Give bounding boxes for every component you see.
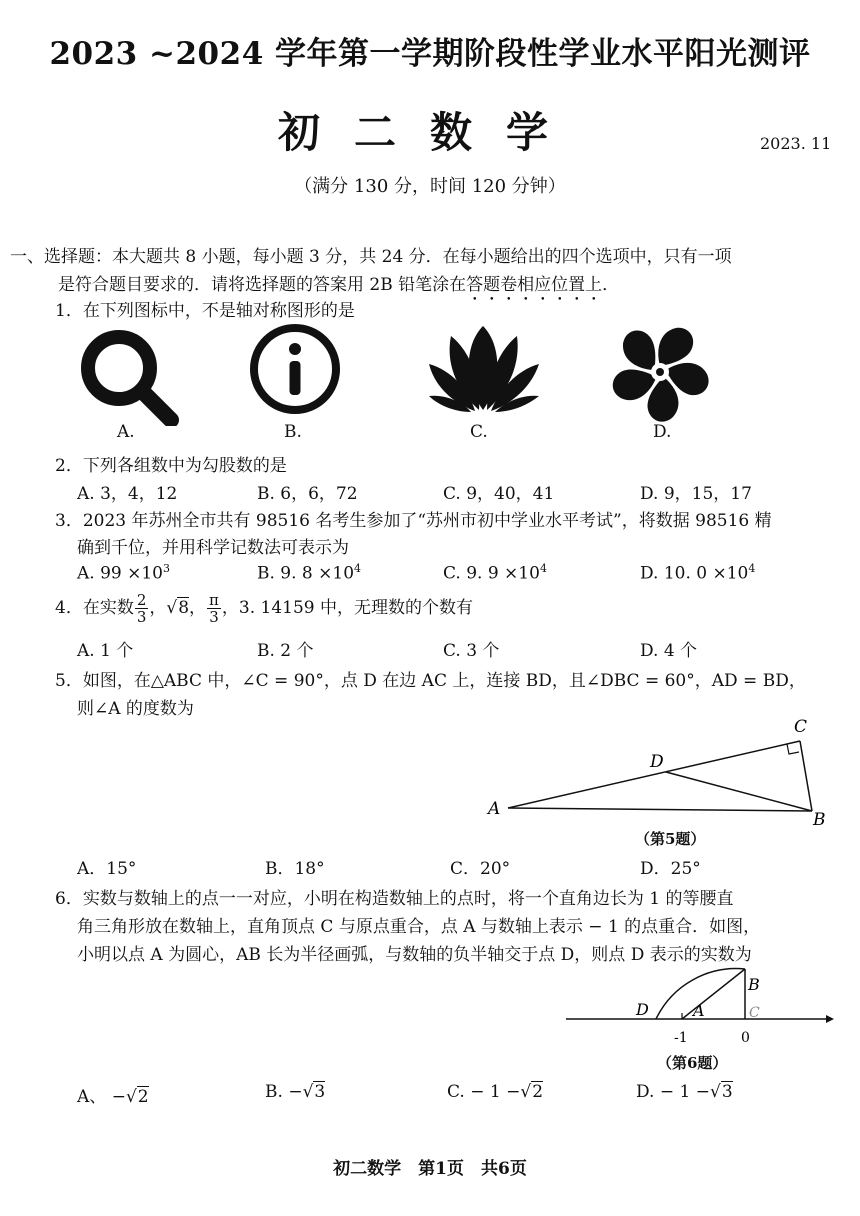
q1-label-d: D. [653, 422, 672, 442]
point-label-d: D [636, 1000, 649, 1019]
q6-option-c-letter: C. [447, 1082, 465, 1102]
q3-option-a [77, 562, 170, 584]
q4-sep2: ， [189, 598, 207, 618]
segment-cb [800, 741, 812, 811]
q4-frac2-denominator: 3 [209, 608, 219, 626]
q4-frac1-denominator: 3 [136, 608, 147, 626]
q6-option-a-rad: 2 [137, 1087, 149, 1107]
point-label-a: A [488, 799, 501, 819]
q2-stem: 2．下列各组数中为勾股数的是 [55, 456, 287, 476]
number-line-arrow [826, 1015, 834, 1023]
q6-option-d-pre: − 1 − [659, 1082, 710, 1102]
q6-stem-line3: 小明以点 A 为圆心，AB 长为半径画弧，与数轴的负半轴交于点 D，则点 D 表示的实数为 [77, 945, 752, 965]
q6-option-b-letter: B. [265, 1082, 283, 1102]
fan-petals-icon [425, 322, 543, 414]
q6-option-a-pre: − [111, 1087, 126, 1107]
q6-option-c-rad: 2 [532, 1082, 544, 1102]
q5-option-d: D．25° [640, 859, 701, 879]
section-intro-line1: 一、选择题：本大题共 8 小题，每小题 3 分，共 24 分．在每小题给出的四个选项中，只有一项 [10, 247, 732, 267]
q4-frac2-numerator: π [209, 591, 219, 609]
segment-ab [682, 969, 745, 1019]
point-label-b: B [748, 975, 760, 994]
q3-option-b-exp: 4 [354, 562, 362, 575]
q3-option-b-base: B. 9. 8 ×10 [257, 563, 355, 584]
q4-stem-suffix: ，3. 14159 中，无理数的个数有 [221, 598, 474, 618]
point-label-a: A [693, 1001, 705, 1020]
q3-option-c-exp: 4 [539, 562, 547, 575]
section-intro-period: ． [602, 275, 620, 295]
q4-fraction-1 [135, 592, 149, 625]
point-label-d: D [650, 752, 664, 772]
q5-figure-caption: （第5题） [635, 830, 706, 848]
q5-option-c: C．20° [450, 859, 511, 879]
q5-option-b: B．18° [265, 859, 325, 879]
segment-ab [508, 808, 812, 811]
point-label-c: C [794, 717, 808, 737]
q1-label-c: C. [470, 422, 488, 442]
magnifier-icon [75, 326, 185, 426]
q3-option-c [443, 562, 547, 584]
q4-option-a: A. 1 个 [77, 641, 134, 661]
q3-stem-line2: 确到千位，并用科学记数法可表示为 [77, 538, 349, 558]
q4-option-b: B. 2 个 [257, 641, 314, 661]
section-intro-text: 是符合题目要求的．请将选择题的答案用 2B 铅笔涂在 [58, 275, 467, 295]
q2-option-a: A. 3，4，12 [77, 484, 178, 504]
q4-fraction-2 [207, 592, 221, 625]
segment-db [666, 772, 812, 811]
q6-option-a: A、 −√2 [77, 1087, 149, 1107]
q3-stem-line1: 3．2023 年苏州全市共有 98516 名考生参加了“苏州市初中学业水平考试”，将数据 98516 精 [55, 511, 772, 531]
q3-option-a-base: A. 99 ×10 [77, 563, 163, 584]
q6-option-b-pre: − [288, 1082, 303, 1102]
q6-option-b-rad: 3 [314, 1082, 326, 1102]
tick-label-minus-one: -1 [674, 1030, 688, 1046]
q6-stem-line2: 角三角形放在数轴上，直角顶点 C 与原点重合，点 A 与数轴上表示 − 1 的点重合．如图， [77, 917, 761, 937]
tick-label-zero: 0 [741, 1030, 750, 1046]
q6-option-a-letter: A、 [77, 1087, 107, 1107]
q5-option-a: A．15° [77, 859, 137, 879]
q3-option-d-base: D. 10. 0 ×10 [640, 563, 749, 584]
q4-frac1-numerator: 2 [136, 591, 147, 609]
q6-figure-caption: （第6题） [657, 1054, 728, 1072]
q4-sep1: ，√ [149, 598, 178, 618]
q1-stem: 1．在下列图标中，不是轴对称图形的是 [55, 301, 355, 321]
section-intro-emphasis: 答题卷相应位置上 [466, 275, 603, 295]
q4-option-d: D. 4 个 [640, 641, 698, 661]
point-label-c: C [749, 1005, 760, 1021]
q6-stem-line1: 6．实数与数轴上的点一一对应，小明在构造数轴上的点时，将一个直角边长为 1 的等腰直 [55, 889, 734, 909]
flower-icon [610, 322, 710, 422]
info-icon [248, 322, 343, 417]
q2-option-b: B. 6，6，72 [257, 484, 358, 504]
q4-stem [55, 592, 473, 625]
q2-option-c: C. 9，40，41 [443, 484, 555, 504]
q5-stem-line1: 5．如图，在△ABC 中，∠C = 90°，点 D 在边 AC 上，连接 BD，且∠DBC = 60°，AD = BD， [55, 671, 806, 691]
q4-stem-prefix: 4．在实数 [55, 598, 134, 618]
point-label-b: B [813, 810, 826, 830]
subject-title: 初二数学 [277, 108, 582, 157]
q3-option-b [257, 562, 361, 584]
right-angle-mark [787, 744, 799, 754]
q6-option-d-rad: 3 [721, 1082, 733, 1102]
q6-option-c-pre: − 1 − [470, 1082, 521, 1102]
q5-stem-line2: 则∠A 的度数为 [77, 699, 194, 719]
q6-option-d-letter: D. [636, 1082, 655, 1102]
exam-date: 2023. 11 [760, 134, 832, 153]
q6-figure [560, 960, 835, 1050]
q2-option-d: D. 9，15，17 [640, 484, 752, 504]
exam-title: 2023 ~2024 学年第一学期阶段性学业水平阳光测评 [49, 36, 811, 72]
q4-option-c: C. 3 个 [443, 641, 500, 661]
q3-option-a-exp: 3 [163, 562, 170, 575]
q4-sqrt-arg: 8 [178, 598, 190, 618]
q3-option-d-exp: 4 [748, 562, 756, 575]
q6-option-c: C. − 1 −√2 [447, 1082, 544, 1102]
full-score-note: （满分 130 分，时间 120 分钟） [294, 176, 566, 197]
page-footer: 初二数学 第1页 共6页 [333, 1159, 527, 1179]
q3-option-c-base: C. 9. 9 ×10 [443, 563, 540, 584]
q1-label-b: B. [284, 422, 302, 442]
q6-option-d: D. − 1 −√3 [636, 1082, 733, 1102]
q3-option-d [640, 562, 755, 584]
q6-option-b: B. −√3 [265, 1082, 326, 1102]
q1-label-a: A. [117, 422, 135, 442]
